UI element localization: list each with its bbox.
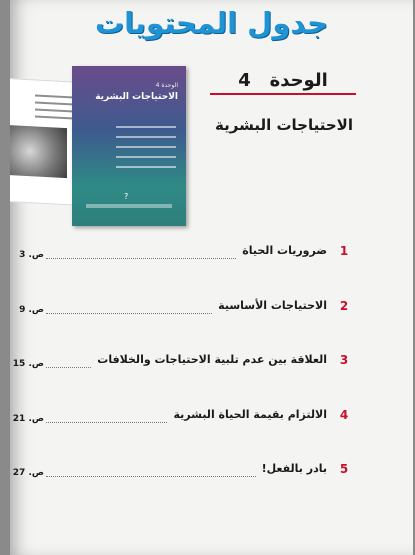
toc-item-page: ص. 9	[19, 305, 44, 315]
toc-item-title: العلاقة بين عدم تلبية الاحتياجات والخلافات	[97, 353, 327, 366]
toc-item[interactable]	[10, 462, 413, 486]
toc-dot-leader	[46, 313, 212, 314]
toc-item-title: ضروريات الحياة	[242, 244, 327, 257]
toc-item-title: الالتزام بقيمة الحياة البشرية	[173, 408, 327, 421]
toc-dot-leader	[46, 476, 256, 477]
toc-item-page: ص. 27	[12, 468, 44, 478]
toc-item[interactable]	[10, 244, 413, 268]
toc-item-page: ص. 21	[12, 414, 44, 424]
toc-item[interactable]	[10, 408, 413, 432]
question-mark-icon: ?	[124, 192, 129, 201]
cover-unit-label: الوحدة 4	[155, 82, 178, 89]
cover-footer-line-decoration	[86, 204, 172, 208]
book-page	[10, 0, 413, 555]
hands-photo-image	[10, 125, 67, 178]
unit-number: 4	[238, 70, 251, 91]
cover-title: الاحتياجات البشرية	[95, 92, 178, 102]
toc-item-title: بادر بالفعل!	[261, 462, 327, 475]
toc-item[interactable]	[10, 299, 413, 323]
unit-heading	[210, 70, 356, 95]
toc-item[interactable]	[10, 353, 413, 377]
toc-item-number: 4	[339, 408, 349, 422]
toc-item-number: 3	[339, 353, 349, 367]
toc-item-title: الاحتياجات الأساسية	[218, 299, 327, 312]
toc-dot-leader	[46, 422, 167, 423]
toc-item-page: ص. 15	[12, 359, 44, 369]
toc-item-number: 1	[339, 244, 349, 258]
toc-item-number: 5	[339, 462, 349, 476]
cover-toc-lines-decoration	[116, 126, 176, 176]
book-cover-illustration	[72, 66, 186, 226]
toc-item-page: ص. 3	[19, 250, 44, 260]
page-title: جدول المحتويات	[94, 6, 329, 40]
toc-item-number: 2	[339, 299, 349, 313]
toc-dot-leader	[46, 367, 91, 368]
unit-name: الاحتياجات البشرية	[215, 116, 353, 134]
unit-label: الوحدة	[269, 70, 328, 91]
toc-dot-leader	[46, 258, 236, 259]
